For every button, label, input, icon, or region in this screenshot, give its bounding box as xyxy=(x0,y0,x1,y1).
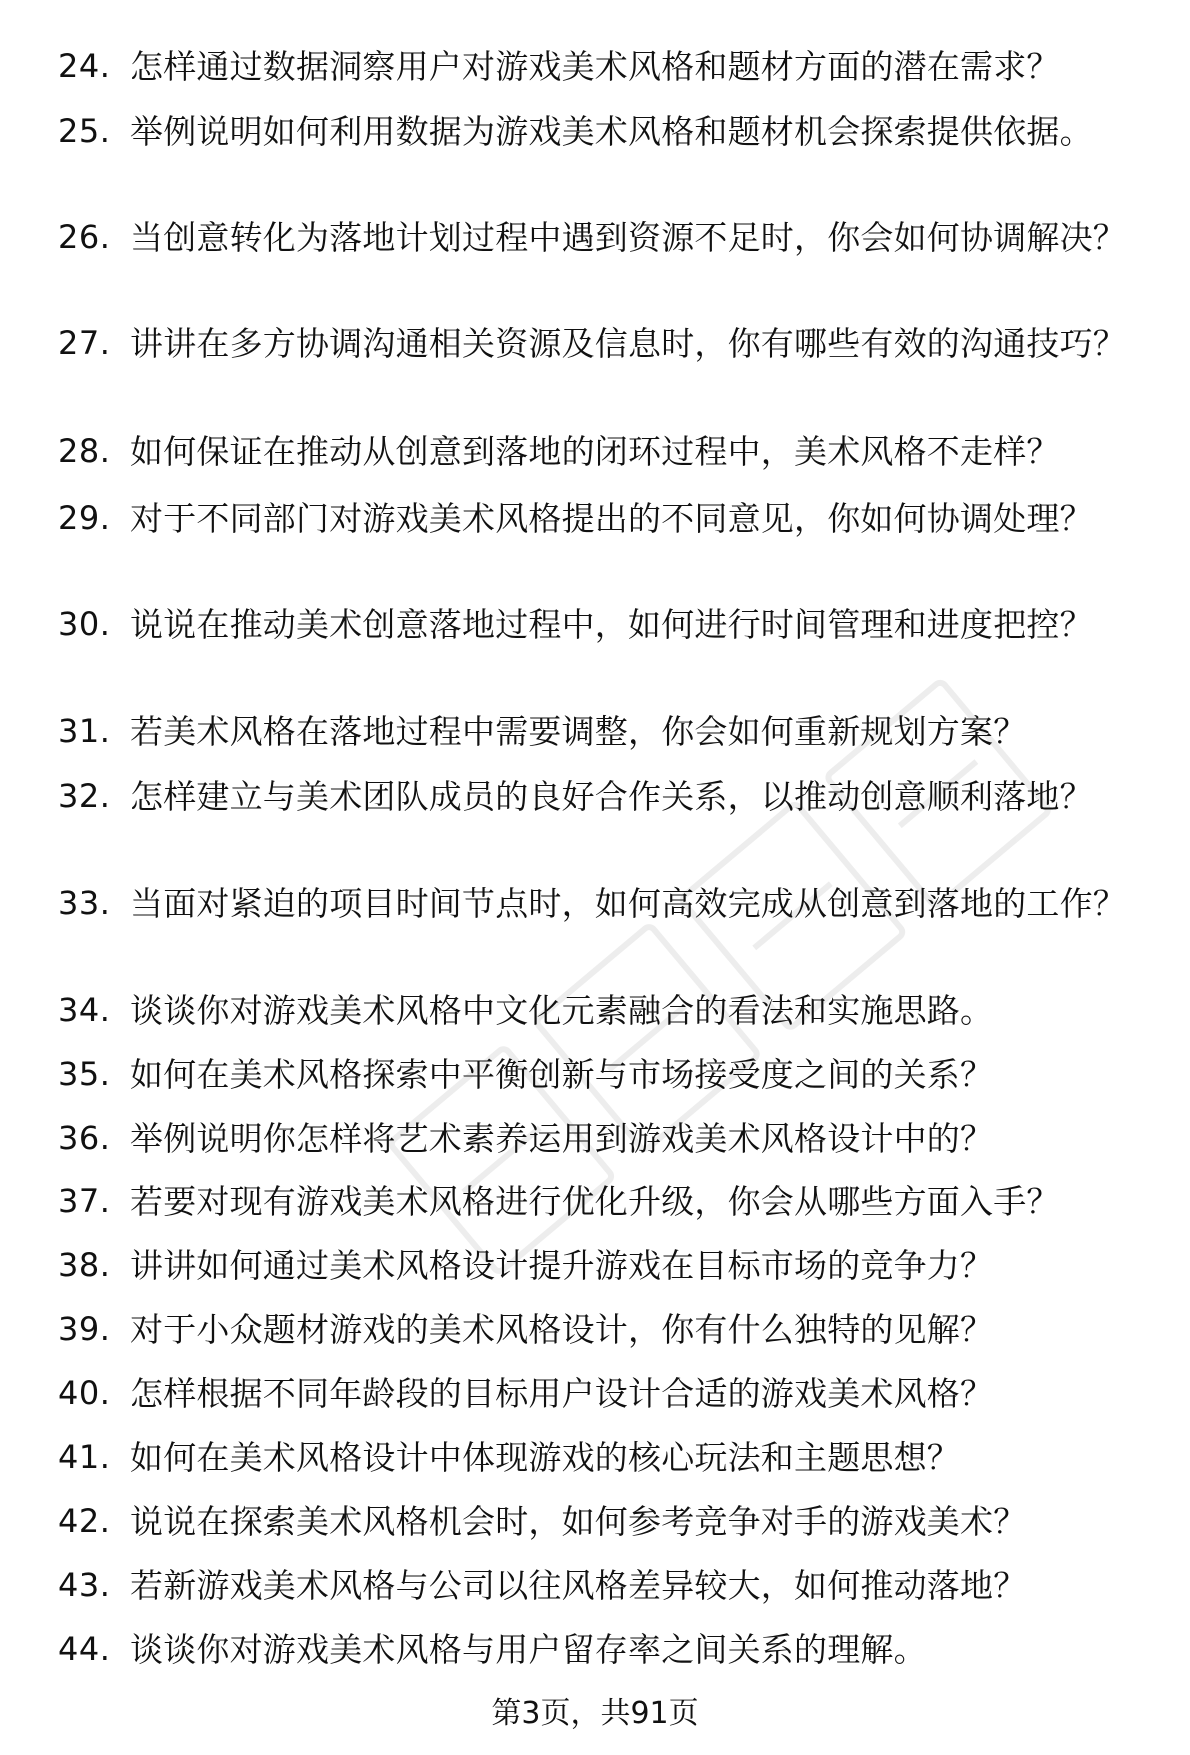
question-text: 怎样通过数据洞察用户对游戏美术风格和题材方面的潜在需求？ xyxy=(130,47,1060,86)
question-text: 对于不同部门对游戏美术风格提出的不同意见，你如何协调处理？ xyxy=(130,499,1093,538)
question-text: 说说在推动美术创意落地过程中，如何进行时间管理和进度把控？ xyxy=(130,605,1093,644)
question-text: 若美术风格在落地过程中需要调整，你会如何重新规划方案？ xyxy=(130,712,1027,751)
question-number: 25. xyxy=(58,112,111,150)
question-number: 37. xyxy=(58,1182,111,1220)
question-text: 说说在探索美术风格机会时，如何参考竞争对手的游戏美术？ xyxy=(130,1502,1027,1541)
question-number: 44. xyxy=(58,1630,111,1668)
page-number: 第3页，共91页 xyxy=(491,1696,699,1731)
question-number: 32. xyxy=(58,777,111,815)
question-text: 如何保证在推动从创意到落地的闭环过程中，美术风格不走样？ xyxy=(130,432,1060,471)
question-number: 26. xyxy=(58,218,111,256)
question-text: 若新游戏美术风格与公司以往风格差异较大，如何推动落地？ xyxy=(130,1566,1027,1605)
question-number: 41. xyxy=(58,1438,111,1476)
question-number: 29. xyxy=(58,499,111,537)
question-text: 怎样建立与美术团队成员的良好合作关系，以推动创意顺利落地？ xyxy=(130,777,1093,816)
question-text: 对于小众题材游戏的美术风格设计，你有什么独特的见解？ xyxy=(130,1310,994,1349)
question-number: 31. xyxy=(58,712,111,750)
question-number: 38. xyxy=(58,1246,111,1284)
question-text: 举例说明你怎样将艺术素养运用到游戏美术风格设计中的？ xyxy=(130,1119,994,1158)
question-number: 39. xyxy=(58,1310,111,1348)
question-number: 28. xyxy=(58,432,111,470)
question-number: 33. xyxy=(58,884,111,922)
question-text: 讲讲如何通过美术风格设计提升游戏在目标市场的竞争力？ xyxy=(130,1246,994,1285)
question-number: 35. xyxy=(58,1055,111,1093)
question-number: 30. xyxy=(58,605,111,643)
question-text: 当面对紧迫的项目时间节点时，如何高效完成从创意到落地的工作？ xyxy=(130,884,1126,923)
question-text: 当创意转化为落地计划过程中遇到资源不足时，你会如何协调解决？ xyxy=(130,218,1126,257)
question-number: 34. xyxy=(58,991,111,1029)
question-text: 如何在美术风格探索中平衡创新与市场接受度之间的关系？ xyxy=(130,1055,994,1094)
question-number: 24. xyxy=(58,47,111,85)
question-number: 43. xyxy=(58,1566,111,1604)
question-text: 谈谈你对游戏美术风格与用户留存率之间关系的理解。 xyxy=(130,1630,927,1669)
question-text: 举例说明如何利用数据为游戏美术风格和题材机会探索提供依据。 xyxy=(130,112,1093,151)
question-number: 42. xyxy=(58,1502,111,1540)
question-text: 谈谈你对游戏美术风格中文化元素融合的看法和实施思路。 xyxy=(130,991,994,1030)
question-text: 如何在美术风格设计中体现游戏的核心玩法和主题思想？ xyxy=(130,1438,960,1477)
question-number: 40. xyxy=(58,1374,111,1412)
question-number: 36. xyxy=(58,1119,111,1157)
question-number: 27. xyxy=(58,324,111,362)
question-text: 若要对现有游戏美术风格进行优化升级，你会从哪些方面入手？ xyxy=(130,1182,1060,1221)
question-text: 讲讲在多方协调沟通相关资源及信息时，你有哪些有效的沟通技巧？ xyxy=(130,324,1126,363)
question-text: 怎样根据不同年龄段的目标用户设计合适的游戏美术风格？ xyxy=(130,1374,994,1413)
